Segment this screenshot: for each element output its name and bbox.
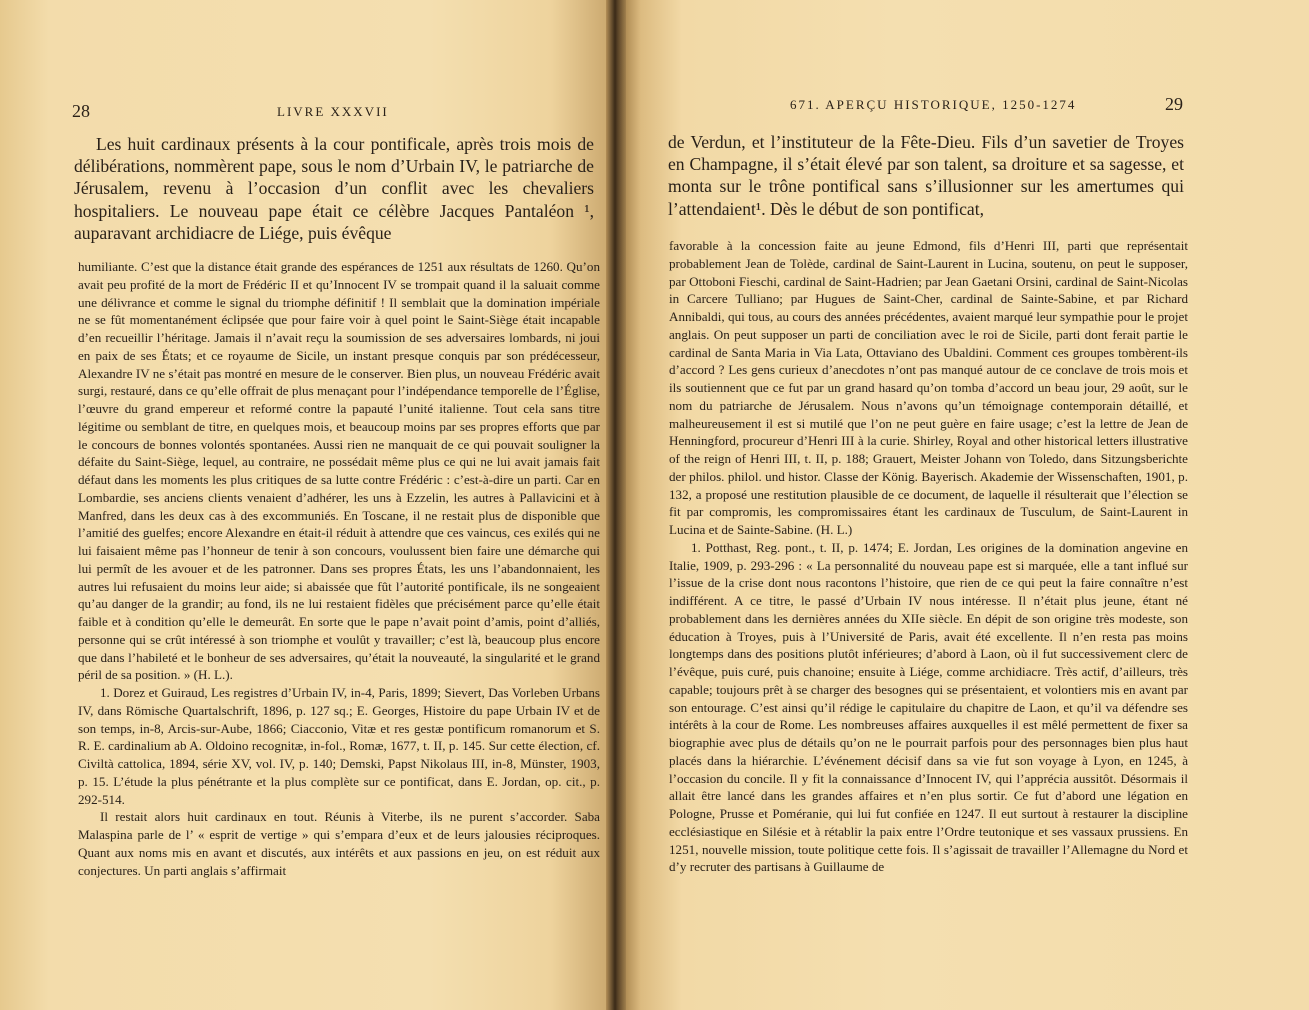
right-note-continuation: favorable à la concession faite au jeune Edmond, fils d’Henri III, parti que représentait probablement Jean de Tolède, cardinal de Saint-Laurent in Lucina, soutenu, on peut le supposer, par Ottoboni Fieschi, cardinal de Saint-Hadrien; par Jean Gaetani Orsini, cardinal de Saint-Nicolas in Carcere Tulliano; par Hugues de Saint-Cher, cardinal de Sainte-Sabine, et par Richard Annibaldi, qui tous, au cours des années précédentes, avaient marqué leur sympathie pour le projet anglais. On peut supposer un parti de conciliation avec le roi de Sicile, parti dont ferait partie le cardinal de Santa Maria in Via Lata, Ottaviano des Ubaldini. Comment ces groupes tombèrent-ils d’accord ? Les gens curieux d’anecdotes n’ont pas manqué autour de ce conclave de trois mois et ils soutiennent que ce fut par un grand hasard qu’on tomba d’accord un beau jour, 29 août, sur le nom du patriarche de Jérusalem. Nous n’avons qu’un témoignage contemporain détaillé, et malheureusement il est si mutilé que l’on ne peut guère en faire usage; c’est la lettre de Jean de Henningford, procureur d’Henri III à la curie. Shirley, Royal and other historical letters illustrative of the reign of Henri III, t. II, p. 188; Grauert, Meister Johann von Toledo, dans Sitzungsberichte der philos. philol. und histor. Classe der König. Bayerisch. Akademie der Wissenschaften, 1901, p. 132, a proposé une restitution plausible de ce document, de laquelle il résulterait que l’élection se fit par compromis, les compromissaires étant les cardinaux de Tusculum, de Saint-Laurent in Lucina et de Sainte-Sabine. (H. L.)	[669, 238, 1188, 537]
left-note-continuation: humiliante. C’est que la distance était grande des espérances de 1251 aux résultats de 1260. Qu’on avait peu profité de la mort de Frédéric II et qu’Innocent IV se trompait quand il la saluait comme une délivrance et comme le signal du triomphe définitif ! Il semblait que la domination impériale ne se fût momentanément éclipsée que pour faire voir à quel point le Saint-Siège était incapable d’en recueillir l’héritage. Jamais il n’avait reçu la soumission de ses adversaires lombards, ni joui en paix de ses États; et ce royaume de Sicile, un instant presque conquis par son prédécesseur, Alexandre IV ne s’était pas montré en mesure de le conserver. Bien plus, un nouveau Frédéric avait surgi, restauré, dans ce qu’elle offrait de plus menaçant pour l’indépendance temporelle de l’Église, l’œuvre du grand empereur et reformé contre la papauté l’unité italienne. Tout cela sans titre légitime ou semblant de titre, en quelques mois, et beaucoup moins par ses propres efforts que par le concours de bonnes volontés spontanées. Aussi rien ne manquait de ce qui pouvait souligner la défaite du Saint-Siège, lequel, au contraire, ne possédait même plus ce qui ne lui avait jamais fait défaut dans les moments les plus critiques de sa lutte contre Frédéric : c’est-à-dire un parti. Car en Lombardie, ses anciens clients venaient d’adhérer, les uns à Ezzelin, les autres à Pallavicini et à Manfred, dans les deux cas à des excommuniés. En Toscane, il ne restait plus de disponible que l’amitié des guelfes; encore Alexandre en était-il réduit à attendre que ces vaincus, ces exilés qui ne lui faisaient même pas l’honneur de tenir à son concours, voulussent bien faire une démarche qui lui permît de les avouer et de les patronner. Dans ses propres États, les uns l’abandonnaient, les autres lui refusaient du moins leur aide; si abaissée que fût l’autorité pontificale, ils ne songeaient qu’au danger de la grandir; au fond, ils ne lui restaient fidèles que précisément parce qu’elle était faible et à condition qu’elle le demeurât. En sorte que le pape n’avait point d’amis, point d’alliés, personne qui se crût intéressé à son triomphe et voulût y travailler; c’est là, beaucoup plus encore que dans l’habileté et le bonheur de ses adversaires, qu’était la nouveauté, la singularité et le grand péril de sa position. » (H. L.).	[78, 259, 600, 683]
left-footnote-1: 1. Dorez et Guiraud, Les registres d’Urbain IV, in-4, Paris, 1899; Sievert, Das Vorleben Urbans IV, dans Römische Quartalschrift, 1896, p. 127 sq.; E. Georges, Histoire du pape Urbain IV et de son temps, in-8, Arcis-sur-Aube, 1866; Ciacconio, Vitæ et res gestæ pontificum romanorum et S. R. E. cardinalium ab A. Oldoino recognitæ, in-fol., Romæ, 1677, t. II, p. 145. Sur cette élection, cf. Civiltà cattolica, 1894, série XV, vol. IV, p. 140; Demski, Papst Nikolaus III, in-8, Münster, 1903, p. 15. L’étude la plus pénétrante et la plus complète sur ce pontificat, dans E. Jordan, op. cit., p. 292-514.	[78, 685, 600, 807]
left-main-paragraph: Les huit cardinaux présents à la cour pontificale, après trois mois de délibérations, nommèrent pape, sous le nom d’Urbain IV, le patriarche de Jérusalem, revenu à l’occasion d’un conflit avec les chevaliers hospitaliers. Le nouveau pape était ce célèbre Jacques Pantaléon ¹, auparavant archidiacre de Liége, puis évêque	[74, 134, 594, 243]
left-footnotes	[78, 258, 600, 879]
left-footnote-2: Il restait alors huit cardinaux en tout. Réunis à Viterbe, ils ne purent s’accorder. Saba Malaspina parle de l’ « esprit de vertige » qui s’empara d’eux et de leurs jalousies réciproques. Quant aux noms mis en avant et discutés, aux intérêts et aux passions en jeu, on est réduit aux conjectures. Un parti anglais s’affirmait	[78, 809, 600, 878]
left-main-text	[74, 133, 594, 244]
right-footnote-1: 1. Potthast, Reg. pont., t. II, p. 1474; E. Jordan, Les origines de la domination angevine en Italie, 1909, p. 293-296 : « La personnalité du nouveau pape est si marquée, elle a tant influé sur l’issue de la crise dont nous racontons l’histoire, que rien de ce qui peut la faire connaître n’est indifférent. A ce titre, le passé d’Urbain IV nous intéresse. Il n’était plus jeune, étant né probablement dans les dernières années du XIIe siècle. En dépit de son origine très modeste, son éducation à Troyes, puis à l’Université de Paris, avait été excellente. Il n’en resta pas moins longtemps dans des positions plutôt inférieures; d’abord à Laon, où il fut successivement clerc de l’évêque, puis curé, puis chanoine; ensuite à Liége, comme archidiacre. Très actif, d’ailleurs, très capable; toujours prêt à se charger des besognes qui se présentaient, et volontiers mis en avant par son entourage. C’est ainsi qu’il rédige le capitulaire du chapitre de Laon, et qu’il va défendre ses intérêts à la cour de Rome. Les nombreuses affaires auxquelles il est mêlé permettent de fixer sa biographie avec plus de détails qu’on ne le pourrait parfois pour des personnages bien plus haut placés dans la hiérarchie. L’événement décisif dans sa vie fut son voyage à Lyon, en 1245, à l’occasion du concile. Il y fit la connaissance d’Innocent IV, qui l’apprécia aussitôt. Désormais il allait être lancé dans les grandes affaires et n’en plus sortir. Ce fut d’abord une légation en Pologne, Prusse et Poméranie, qui lui fut confiée en 1247. Il eut surtout à restaurer la discipline ecclésiastique en Silésie et à rétablir la paix entre l’Ordre teutonique et ses vassaux prussiens. En 1251, nouvelle mission, toute politique cette fois. Il s’agissait de travailler l’Allemagne du Nord et d’y recruter des partisans à Guillaume de	[669, 539, 1188, 875]
right-footnotes	[669, 237, 1188, 876]
left-page-number: 28	[72, 101, 90, 121]
right-main-paragraph: de Verdun, et l’instituteur de la Fête-Dieu. Fils d’un savetier de Troyes en Champagne, il s’était élevé par son talent, sa droiture et sa sagesse, et monta sur le trône pontifical sans s’illusionner sur les amertumes qui l’attendaient¹. Dès le début de son pontificat,	[668, 132, 1184, 219]
right-running-head: 671. APERÇU HISTORIQUE, 1250-1274	[790, 97, 1077, 112]
right-page	[620, 0, 1309, 1010]
right-main-text	[668, 131, 1184, 220]
book-gutter	[606, 0, 626, 1010]
left-running-head: LIVRE XXXVII	[277, 104, 389, 119]
right-page-number: 29	[1165, 94, 1183, 114]
left-page	[0, 0, 612, 1010]
